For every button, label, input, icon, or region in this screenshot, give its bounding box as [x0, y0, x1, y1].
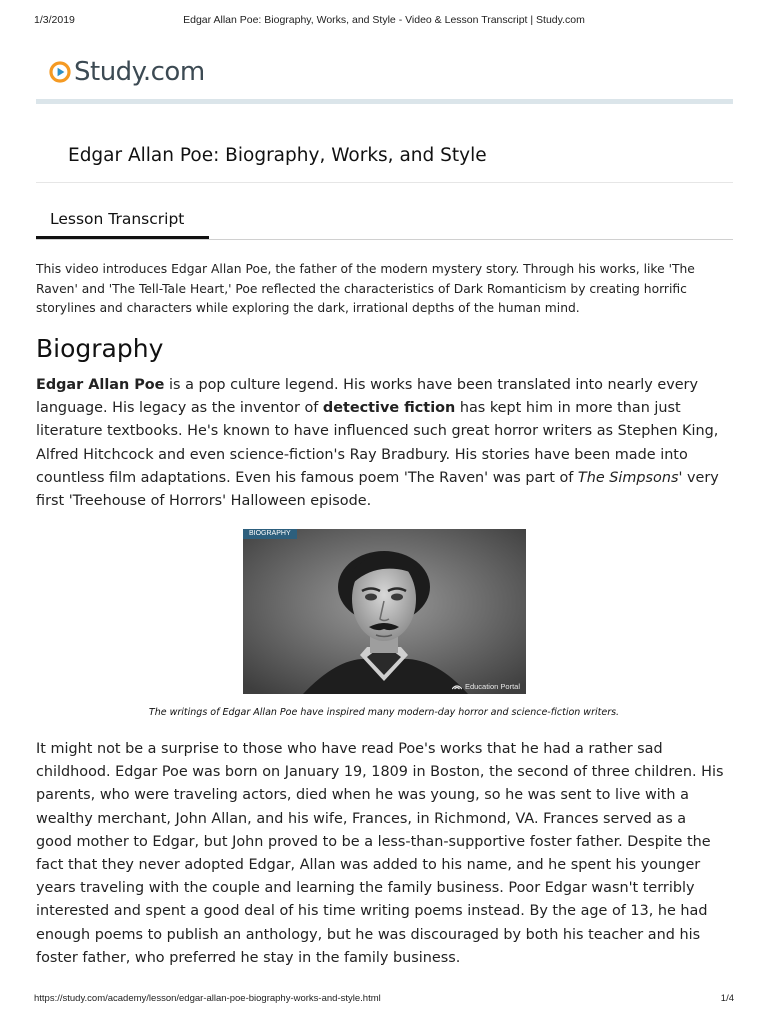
section-heading-biography: Biography: [36, 334, 164, 363]
print-date: 1/3/2019: [34, 14, 75, 26]
tab-lesson-transcript[interactable]: Lesson Transcript: [50, 210, 185, 228]
figure-caption: The writings of Edgar Allan Poe have inspired many modern-day horror and science-fiction writers.: [148, 707, 620, 718]
tabs-divider: [36, 239, 733, 240]
play-circle-icon: [49, 61, 71, 83]
print-header: [34, 14, 734, 30]
term-detective-fiction: detective fiction: [322, 400, 456, 417]
lesson-title: Edgar Allan Poe: Biography, Works, and Style: [68, 145, 487, 166]
study-logo-link[interactable]: [49, 56, 205, 88]
term-edgar-allan-poe: Edgar Allan Poe: [36, 377, 165, 393]
poe-portrait-image: [243, 529, 526, 694]
print-footer: [34, 993, 734, 1007]
header-divider: [36, 99, 733, 104]
figure-watermark: [452, 682, 520, 691]
watermark-text: Education Portal: [464, 682, 520, 691]
page-number: 1/4: [720, 993, 734, 1004]
para1-text-2: has kept him in more than just literature textbooks. He's known to have influenced such great horror writers as Stephen King, Alfred Hitchcock and even science-fiction's Ray Bradbury. His stories have been made into countless film adaptations. Even his famous poem 'The Raven' was part of: [36, 400, 719, 486]
logo-text: Study.com: [74, 57, 205, 87]
para1-text-3: ' very first 'Treehouse of Horrors' Halloween episode.: [36, 469, 719, 510]
figure-section-tag: BIOGRAPHY: [243, 529, 297, 539]
print-url: https://study.com/academy/lesson/edgar-allan-poe-biography-works-and-style.html: [34, 993, 381, 1004]
lesson-intro: This video introduces Edgar Allan Poe, the father of the modern mystery story. Through his works, like 'The Raven' and 'The Tell-Tale Heart,' Poe reflected the characteristics of Dark Romanticism by creating horrific storylines and characters while exploring the dark, irrational depths of the human mind.: [36, 262, 695, 315]
title-the-simpsons: The Simpsons: [577, 469, 679, 486]
biography-paragraph-2: It might not be a surprise to those who have read Poe's works that he had a rather sad childhood. Edgar Poe was born on January 19, 1809 in Boston, the second of three children. His parents, who were traveling actors, died when he was young, so he was sent to live with a wealthy merchant, John Allan, and his wife, Frances, in Richmond, VA. Frances served as a good mother to Edgar, but John proved to be a less-than-supportive foster father. Despite the fact that they never adopted Edgar, Allan was added to his name, and he spent his younger years traveling with the couple and learning the family business. Poor Edgar wasn't terribly interested and spent a good deal of his time writing poems instead. By the age of 13, he had enough poems to publish an anthology, but he was discouraged by both his teacher and his foster father, who preferred he stay in the family business.: [36, 741, 724, 966]
portrait-illustration: [243, 529, 526, 694]
para1-text-1: is a pop culture legend. His works have been translated into nearly every language. His legacy as the inventor of: [36, 377, 698, 417]
biography-paragraph-1: [36, 374, 726, 513]
education-portal-icon: [452, 683, 462, 690]
title-divider: [36, 182, 733, 183]
print-document-title: Edgar Allan Poe: Biography, Works, and Style - Video & Lesson Transcript | Study.com: [183, 14, 585, 26]
